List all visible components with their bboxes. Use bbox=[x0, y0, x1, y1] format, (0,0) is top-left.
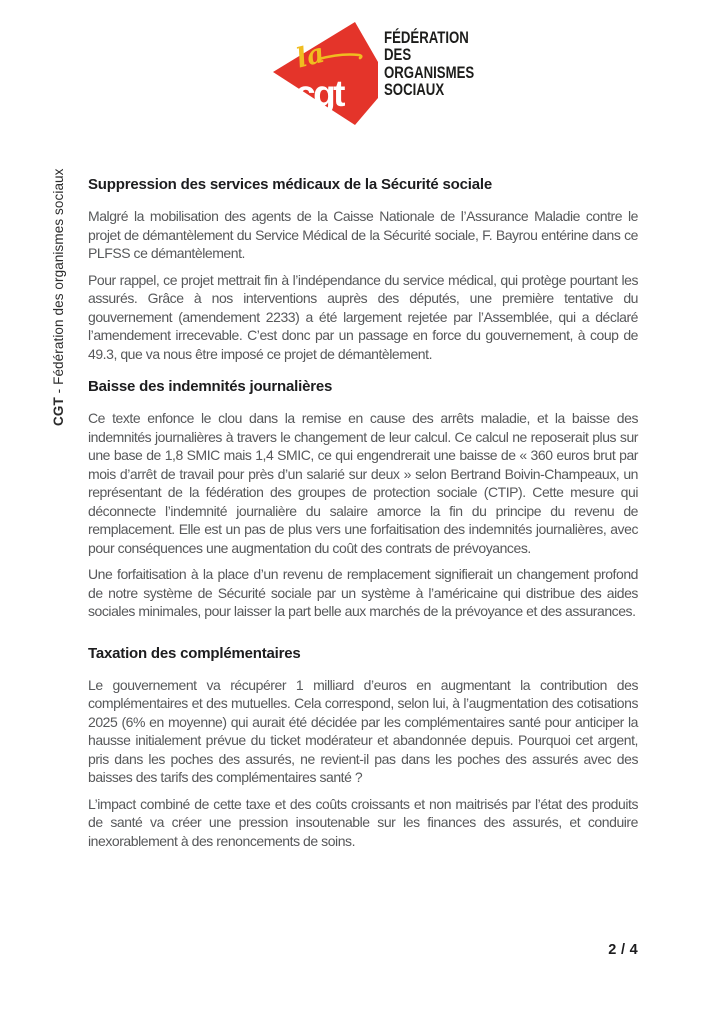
paragraph: L’impact combiné de cette taxe et des coûts croissants et non maitrisés par l’état des produits de santé va créer une pression insoutenable sur les finances des assurés, et conduire inexorablement à des renoncements de soins. bbox=[88, 795, 638, 849]
section-heading: Suppression des services médicaux de la Sécurité sociale bbox=[88, 176, 493, 193]
paragraph: Le gouvernement va récupérer 1 milliard d’euros en augmentant la contribution des complémentaires et des mutuelles. Cela correspond, selon lui, à l’augmentation des cotisations 2025 (6% en moyenne) qui aurait été décidée par les complémentaires santé pour anticiper la hausse initialement prévue du ticket modérateur et abandonnée depuis. Pourquoi cet argent, pris dans les poches des assurés, ne revient-il pas dans les poches des assurés avec des baisses des tarifs des complémentaires santé ? bbox=[88, 676, 638, 785]
cgt-flag-logo bbox=[273, 22, 378, 125]
document-body bbox=[88, 176, 638, 865]
credit-rest: - Fédération des organismes sociaux bbox=[51, 168, 66, 398]
section-heading: Baisse des indemnités journalières bbox=[88, 378, 333, 395]
section-baisse-indemnites bbox=[88, 378, 638, 621]
paragraph: Pour rappel, ce projet mettrait fin à l’indépendance du service médical, qui protège pourtant les assurés. Grâce à nos interventions auprès des députés, une première tentative du gouvernement (amendement 2233) a été largement rejetée par l’Assemblée, qui a déclaré l’amendement irrecevable. C’est donc par un passage en force du gouvernement, à coup de 49.3, que va nous être imposé ce projet de démantèlement. bbox=[88, 271, 638, 362]
logo-acronym-cgt: cgt bbox=[295, 73, 343, 114]
paragraph: Ce texte enfonce le clou dans la remise en cause des arrêts maladie, et la baisse des indemnités journalières à travers le changement de leur calcul. Ce calcul ne reposerait plus sur une base de 1,8 SMIC mais 1,4 SMIC, ce qui engendrerait une baisse de « 360 euros brut par mois d’arrêt de travail pour près d’un salarié sur deux » selon Bertrand Boivin-Champeaux, un représentant de la fédération des groupes de protection sociale (CTIP). Cette mesure qui déconnecte l’indemnité journalière du salaire amorce la fin du principe du revenu de remplacement. Elle est un pas de plus vers une forfaitisation des indemnités journalières, avec pour conséquences une augmentation du coût des contrats de prévoyances. bbox=[88, 410, 638, 556]
wordmark-line-2: DES bbox=[384, 46, 412, 65]
section-heading: Taxation des complémentaires bbox=[88, 644, 301, 662]
paragraph: Malgré la mobilisation des agents de la Caisse Nationale de l’Assurance Maladie contre le projet de démantèlement du Service Médical de la Sécurité sociale, F. Bayrou entérine dans ce PLFSS ce démantèlement. bbox=[88, 208, 638, 261]
federation-wordmark bbox=[384, 22, 497, 125]
logo-script-la: la bbox=[293, 37, 328, 75]
wordmark-line-4: SOCIAUX bbox=[384, 80, 445, 99]
wordmark-line-3: ORGANISMES bbox=[384, 63, 475, 82]
paragraph: Une forfaitisation à la place d’un revenu de remplacement signifierait un changement profond de notre système de Sécurité sociale par un système à l’américaine qui distribue des aides sociales minimales, pour laisser la part belle aux marchés de la prévoyance et des assurances. bbox=[88, 566, 638, 619]
section-taxation-complementaires bbox=[88, 645, 638, 851]
vertical-credit-text bbox=[51, 168, 66, 426]
page-number: 2 / 4 bbox=[608, 942, 638, 958]
cgt-flag-icon bbox=[273, 22, 378, 125]
section-suppression-services-medicaux bbox=[88, 176, 638, 363]
cgt-federation-logo bbox=[273, 22, 497, 125]
wordmark-line-1: FÉDÉRATION bbox=[384, 29, 469, 47]
credit-acronym: CGT bbox=[51, 397, 66, 426]
